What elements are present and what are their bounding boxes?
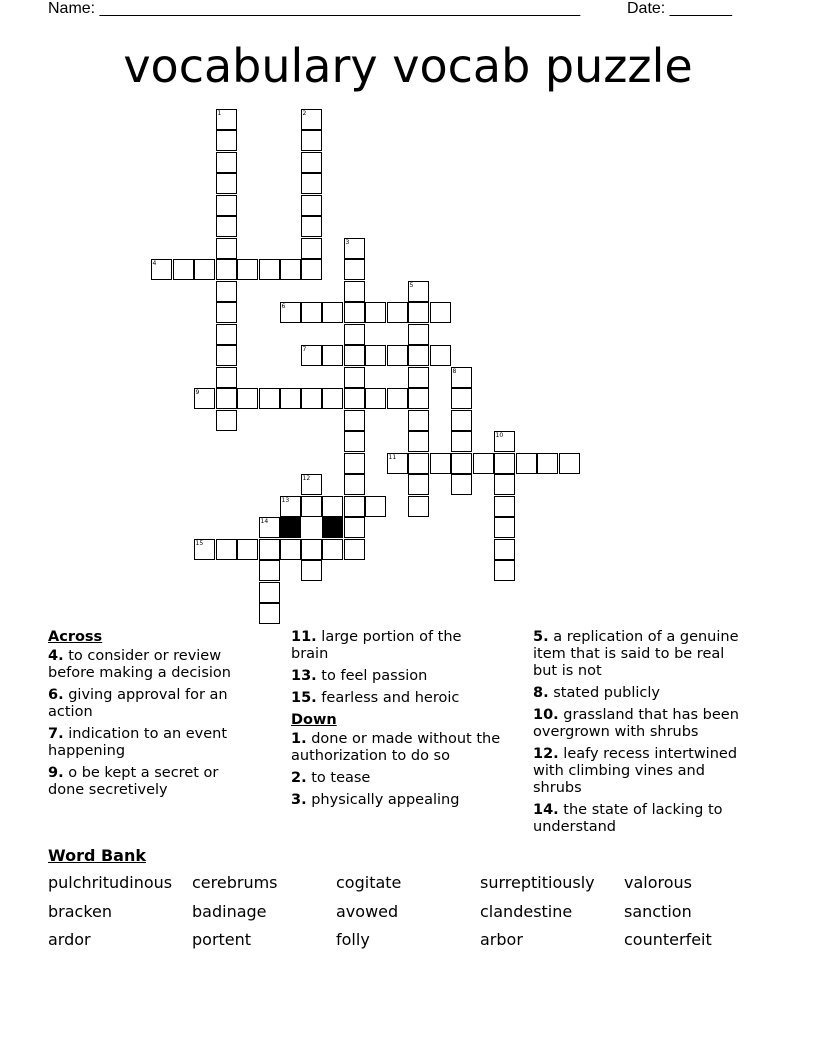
grid-cell[interactable]	[216, 173, 238, 195]
grid-cell[interactable]	[216, 539, 238, 561]
clue-down-10	[533, 707, 743, 741]
cell-number: 11	[388, 453, 397, 461]
cell-number: 2	[302, 109, 307, 117]
grid-cell[interactable]	[387, 388, 409, 410]
grid-cell[interactable]	[301, 388, 323, 410]
grid-cell[interactable]	[322, 345, 344, 367]
word-bank-item: cogitate	[336, 873, 402, 892]
clue-text: leafy recess intertwined with climbing vines and shrubs	[533, 746, 738, 796]
grid-cell[interactable]	[322, 539, 344, 561]
grid-cell[interactable]	[194, 539, 216, 561]
grid-cell[interactable]	[216, 388, 238, 410]
word-bank-item: clandestine	[480, 901, 573, 921]
grid-cell[interactable]	[259, 539, 281, 561]
clue-number: 9.	[48, 765, 64, 781]
grid-cell[interactable]	[216, 345, 238, 367]
grid-cell[interactable]	[301, 109, 323, 131]
grid-cell[interactable]	[408, 302, 430, 324]
grid-cell[interactable]	[494, 431, 516, 453]
word-bank-item: pulchritudinous	[48, 873, 173, 892]
grid-cell[interactable]	[408, 388, 430, 410]
grid-cell[interactable]	[216, 259, 238, 281]
cell-number: 10	[495, 431, 504, 439]
grid-cell[interactable]	[494, 496, 516, 518]
grid-cell[interactable]	[216, 238, 238, 260]
grid-cell[interactable]	[301, 302, 323, 324]
grid-cell[interactable]	[259, 560, 281, 582]
grid-cell[interactable]	[344, 539, 366, 561]
clue-text: giving approval for an action	[48, 687, 228, 720]
grid-cell[interactable]	[280, 496, 302, 518]
clue-text: fearless and heroic	[316, 690, 460, 706]
word-bank-item: badinage	[192, 901, 267, 921]
clue-text: indication to an event happening	[48, 726, 228, 759]
grid-cell[interactable]	[344, 259, 366, 281]
grid-cell[interactable]	[494, 539, 516, 561]
grid-cell[interactable]	[259, 582, 281, 604]
grid-cell[interactable]	[344, 324, 366, 346]
grid-cell[interactable]	[259, 388, 281, 410]
clue-number: 1.	[291, 731, 307, 747]
cell-number: 4	[152, 259, 157, 267]
clue-text: large portion of the brain	[291, 629, 462, 662]
clue-number: 12.	[533, 746, 559, 762]
word-bank-item: sanction	[624, 901, 692, 921]
clue-down-8	[533, 685, 743, 702]
clue-down-1	[291, 731, 501, 765]
clue-number: 11.	[291, 629, 317, 645]
word-bank-item: surreptitiously	[480, 873, 595, 892]
cell-number: 15	[195, 539, 204, 547]
grid-cell[interactable]	[194, 259, 216, 281]
word-bank-item: avowed	[336, 901, 399, 921]
word-bank-item: ardor	[48, 930, 91, 949]
grid-cell[interactable]	[344, 367, 366, 389]
word-bank-item: arbor	[480, 930, 523, 949]
grid-cell[interactable]	[408, 345, 430, 367]
grid-cell[interactable]	[537, 453, 559, 475]
clue-number: 13.	[291, 668, 317, 684]
clue-text: physically appealing	[306, 792, 460, 808]
grid-cell[interactable]	[494, 453, 516, 475]
grid-cell[interactable]	[151, 259, 173, 281]
grid-cell[interactable]	[344, 388, 366, 410]
clue-number: 5.	[533, 629, 549, 645]
grid-cell[interactable]	[344, 345, 366, 367]
grid-cell[interactable]	[430, 345, 452, 367]
grid-cell[interactable]	[301, 474, 323, 496]
clue-number: 6.	[48, 687, 64, 703]
grid-cell[interactable]	[216, 195, 238, 217]
clue-number: 10.	[533, 707, 559, 723]
clue-across-7	[48, 726, 258, 760]
clue-down-3	[291, 792, 501, 809]
word-bank-heading: Word Bank	[48, 846, 147, 865]
grid-cell[interactable]	[344, 302, 366, 324]
black-cell	[322, 517, 344, 539]
grid-cell[interactable]	[301, 560, 323, 582]
grid-cell[interactable]	[322, 496, 344, 518]
grid-cell[interactable]	[451, 474, 473, 496]
grid-cell[interactable]	[344, 474, 366, 496]
word-bank-item: counterfeit	[624, 930, 712, 949]
grid-cell[interactable]	[559, 453, 581, 475]
clue-text: stated publicly	[548, 685, 661, 701]
grid-cell[interactable]	[408, 453, 430, 475]
grid-cell[interactable]	[516, 453, 538, 475]
cell-number: 1	[217, 109, 222, 117]
grid-cell[interactable]	[365, 345, 387, 367]
grid-cell[interactable]	[237, 388, 259, 410]
clue-text: a replication of a genuine item that is said to be real but is not	[533, 629, 739, 679]
grid-cell[interactable]	[280, 259, 302, 281]
grid-cell[interactable]	[237, 259, 259, 281]
clue-column-2	[291, 629, 501, 814]
grid-cell[interactable]	[301, 238, 323, 260]
grid-cell[interactable]	[301, 173, 323, 195]
clue-column-1	[48, 629, 258, 804]
date-line: Date: _______	[627, 0, 732, 17]
grid-cell[interactable]	[216, 152, 238, 174]
clue-down-14	[533, 802, 743, 836]
grid-cell[interactable]	[280, 388, 302, 410]
grid-cell[interactable]	[387, 453, 409, 475]
grid-cell[interactable]	[301, 216, 323, 238]
name-line: Name: ______________________________________________________	[48, 0, 581, 17]
grid-cell[interactable]	[301, 195, 323, 217]
grid-cell[interactable]	[322, 388, 344, 410]
grid-cell[interactable]	[344, 517, 366, 539]
grid-cell[interactable]	[494, 517, 516, 539]
grid-cell[interactable]	[344, 453, 366, 475]
grid-cell[interactable]	[344, 281, 366, 303]
grid-cell[interactable]	[494, 474, 516, 496]
grid-cell[interactable]	[259, 603, 281, 625]
grid-cell[interactable]	[408, 281, 430, 303]
grid-cell[interactable]	[344, 431, 366, 453]
grid-cell[interactable]	[408, 324, 430, 346]
cell-number: 14	[260, 517, 269, 525]
grid-cell[interactable]	[216, 130, 238, 152]
grid-cell[interactable]	[301, 539, 323, 561]
grid-cell[interactable]	[216, 302, 238, 324]
grid-cell[interactable]	[408, 367, 430, 389]
clue-number: 7.	[48, 726, 64, 742]
grid-cell[interactable]	[387, 345, 409, 367]
clue-number: 3.	[291, 792, 307, 808]
grid-cell[interactable]	[408, 496, 430, 518]
word-bank-item: bracken	[48, 901, 113, 921]
grid-cell[interactable]	[365, 388, 387, 410]
grid-cell[interactable]	[430, 453, 452, 475]
grid-cell[interactable]	[173, 259, 195, 281]
grid-cell[interactable]	[322, 302, 344, 324]
word-bank-item: folly	[336, 930, 370, 949]
grid-cell[interactable]	[216, 281, 238, 303]
grid-cell[interactable]	[216, 109, 238, 131]
clue-number: 8.	[533, 685, 549, 701]
grid-cell[interactable]	[194, 388, 216, 410]
grid-cell[interactable]	[451, 431, 473, 453]
black-cell	[280, 517, 302, 539]
cell-number: 6	[281, 302, 286, 310]
word-bank-item: cerebrums	[192, 873, 278, 892]
grid-cell[interactable]	[237, 539, 259, 561]
clue-number: 15.	[291, 690, 317, 706]
clue-text: to tease	[306, 770, 371, 786]
cell-number: 12	[302, 474, 311, 482]
grid-cell[interactable]	[344, 238, 366, 260]
grid-cell[interactable]	[430, 302, 452, 324]
clue-across-6	[48, 687, 258, 721]
cell-number: 8	[452, 367, 457, 375]
clue-text: to feel passion	[316, 668, 428, 684]
clue-across-4	[48, 648, 258, 682]
cell-number: 13	[281, 496, 290, 504]
clue-text: done or made without the authorization to do so	[291, 731, 501, 764]
grid-cell[interactable]	[344, 410, 366, 432]
across-heading: Across	[48, 629, 103, 645]
grid-cell[interactable]	[301, 345, 323, 367]
cell-number: 3	[345, 238, 350, 246]
grid-cell[interactable]	[365, 302, 387, 324]
grid-cell[interactable]	[301, 152, 323, 174]
clue-text: grassland that has been overgrown with shrubs	[533, 707, 739, 740]
clue-down-2	[291, 770, 501, 787]
clue-down-12	[533, 746, 743, 797]
grid-cell[interactable]	[280, 539, 302, 561]
clue-text: the state of lacking to understand	[533, 802, 723, 835]
word-bank-item: portent	[192, 930, 252, 949]
grid-cell[interactable]	[365, 496, 387, 518]
clue-across-11	[291, 629, 501, 663]
clue-across-9	[48, 765, 258, 799]
cell-number: 9	[195, 388, 200, 396]
grid-cell[interactable]	[301, 130, 323, 152]
grid-cell[interactable]	[451, 453, 473, 475]
grid-cell[interactable]	[408, 431, 430, 453]
grid-cell[interactable]	[408, 410, 430, 432]
word-bank-item: valorous	[624, 873, 692, 892]
clue-number: 4.	[48, 648, 64, 664]
grid-cell[interactable]	[451, 367, 473, 389]
clue-across-13	[291, 668, 501, 685]
grid-cell[interactable]	[216, 216, 238, 238]
grid-cell[interactable]	[280, 302, 302, 324]
grid-cell[interactable]	[473, 453, 495, 475]
clue-number: 14.	[533, 802, 559, 818]
grid-cell[interactable]	[451, 410, 473, 432]
grid-cell[interactable]	[259, 517, 281, 539]
grid-cell[interactable]	[216, 410, 238, 432]
grid-cell[interactable]	[451, 388, 473, 410]
grid-cell[interactable]	[216, 367, 238, 389]
down-heading: Down	[291, 712, 337, 728]
grid-cell[interactable]	[301, 259, 323, 281]
clue-text: o be kept a secret or done secretively	[48, 765, 219, 798]
clue-text: to consider or review before making a decision	[48, 648, 231, 681]
clue-column-3	[533, 629, 743, 841]
clue-number: 2.	[291, 770, 307, 786]
grid-cell[interactable]	[259, 259, 281, 281]
clue-down-5	[533, 629, 743, 680]
puzzle-title: vocabulary vocab puzzle	[123, 39, 693, 93]
cell-number: 5	[409, 281, 414, 289]
grid-cell[interactable]	[387, 302, 409, 324]
cell-number: 7	[302, 345, 307, 353]
grid-cell[interactable]	[344, 496, 366, 518]
clue-across-15	[291, 690, 501, 707]
grid-cell[interactable]	[408, 474, 430, 496]
grid-cell[interactable]	[494, 560, 516, 582]
grid-cell[interactable]	[301, 496, 323, 518]
grid-cell[interactable]	[216, 324, 238, 346]
